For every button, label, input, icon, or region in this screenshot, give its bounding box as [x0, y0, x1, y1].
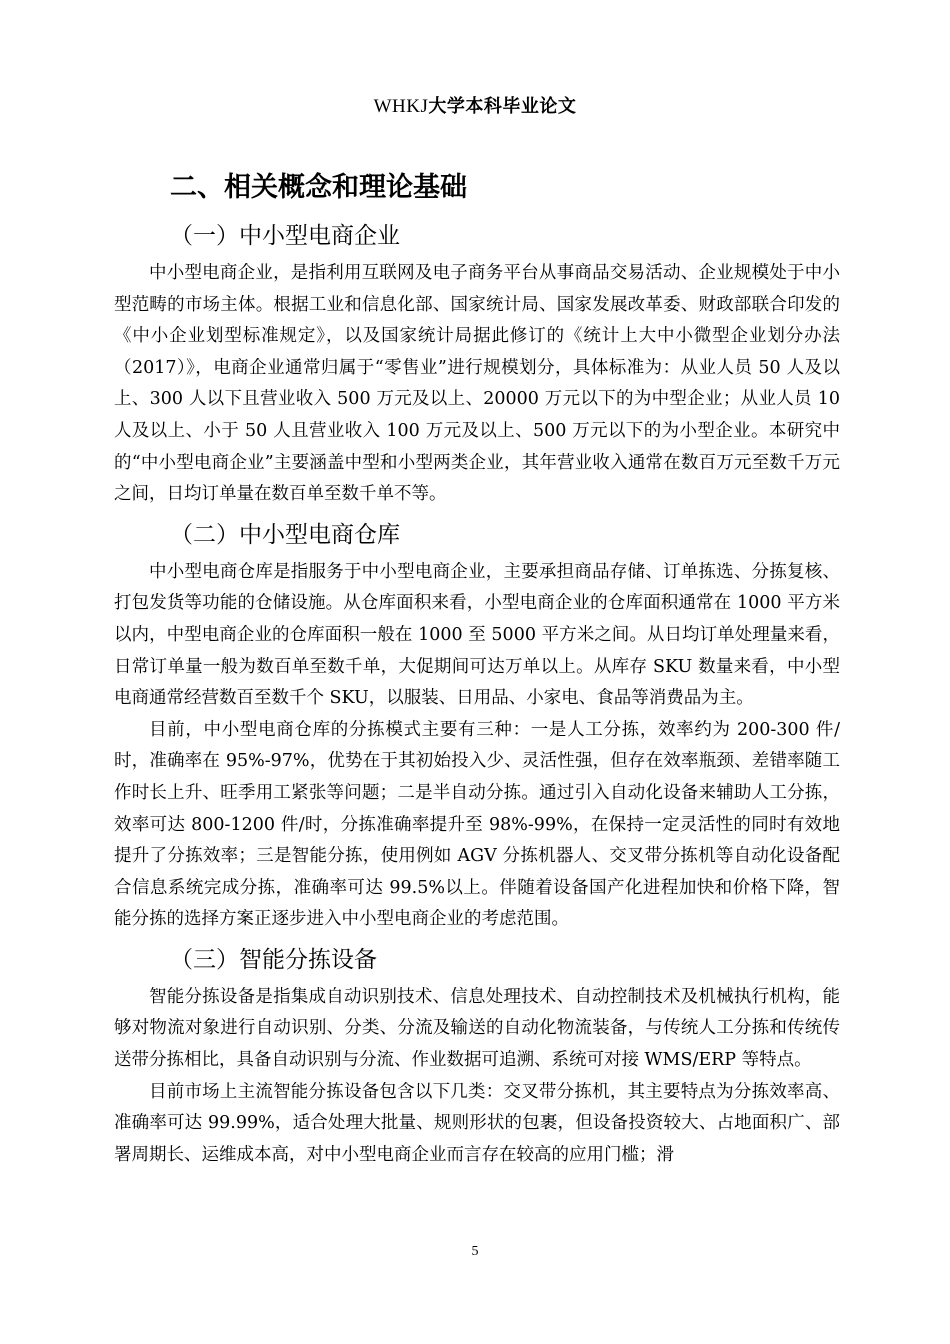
paragraph: 目前市场上主流智能分拣设备包含以下几类：交叉带分拣机，其主要特点为分拣效率高、准确率可达 99.99%，适合处理大批量、规则形状的包裹，但设备投资较大、占地面积广、部署周期长、运维成本高，对中小型电商企业而言存在较高的应用门槛；滑 [114, 1081, 840, 1165]
chapter-title: 二、相关概念和理论基础 [170, 172, 467, 203]
running-header [0, 92, 950, 118]
section-title-2: （二）中小型电商仓库 [170, 521, 400, 548]
paragraph: 中小型电商仓库是指服务于中小型电商企业，主要承担商品存储、订单拣选、分拣复核、打包发货等功能的仓储设施。从仓库面积来看，小型电商企业的仓库面积通常在 1000 平方米以内，中型电商企业的仓库面积一般在 1000 至 5000 平方米之间。从日均订单处理量来看，日常订单量一般为数百单至数千单，大促期间可达万单以上。从库存 SKU 数量来看，中小型电商通常经营数百至数千个 SKU，以服装、日用品、小家电、食品等消费品为主。 [114, 561, 840, 709]
section-title-3: （三）智能分拣设备 [170, 946, 377, 973]
paragraph: 智能分拣设备是指集成自动识别技术、信息处理技术、自动控制技术及机械执行机构，能够对物流对象进行自动识别、分类、分流及输送的自动化物流装备，与传统人工分拣和传统传送带分拣相比，具备自动识别与分流、作业数据可追溯、系统可对接 WMS/ERP 等特点。 [114, 986, 840, 1071]
paragraph: 目前，中小型电商仓库的分拣模式主要有三种：一是人工分拣，效率约为 200-300 件/时，准确率在 95%-97%，优势在于其初始投入少、灵活性强，但存在效率瓶颈、差错率随工作时长上升、旺季用工紧张等问题；二是半自动分拣。通过引入自动化设备来辅助人工分拣，效率可达 800-1200 件/时，分拣准确率提升至 98%-99%，在保持一定灵活性的同时有效地提升了分拣效率；三是智能分拣，使用例如 AGV 分拣机器人、交叉带分拣机等自动化设备配合信息系统完成分拣，准确率可达 99.5%以上。伴随着设备国产化进程加快和价格下降，智能分拣的选择方案正逐步进入中小型电商企业的考虑范围。 [114, 719, 840, 930]
section-title-1: （一）中小型电商企业 [170, 223, 400, 249]
paragraph: 中小型电商企业，是指利用互联网及电子商务平台从事商品交易活动、企业规模处于中小型范畴的市场主体。根据工业和信息化部、国家统计局、国家发展改革委、财政部联合印发的《中小企业划型标准规定》，以及国家统计局据此修订的《统计上大中小微型企业划分办法（2017）》，电商企业通常归属于“零售业”进行规模划分，具体标准为：从业人员 50 人及以上、300 人以下且营业收入 500 万元及以上、20000 万元以下的为中型企业；从业人员 10 人及以上、小于 50 人且营业收入 100 万元及以上、500 万元以下的为小型企业。本研究中的“中小型电商企业”主要涵盖中型和小型两类企业，其年营业收入通常在数百万元至数千万元之间，日均订单量在数百单至数千单不等。 [114, 263, 840, 505]
page-number: 5 [471, 1244, 479, 1259]
header-prefix: WHKJ [373, 96, 429, 117]
main-content [114, 160, 840, 1171]
header-school: 大学本科毕业论文 [428, 96, 577, 117]
